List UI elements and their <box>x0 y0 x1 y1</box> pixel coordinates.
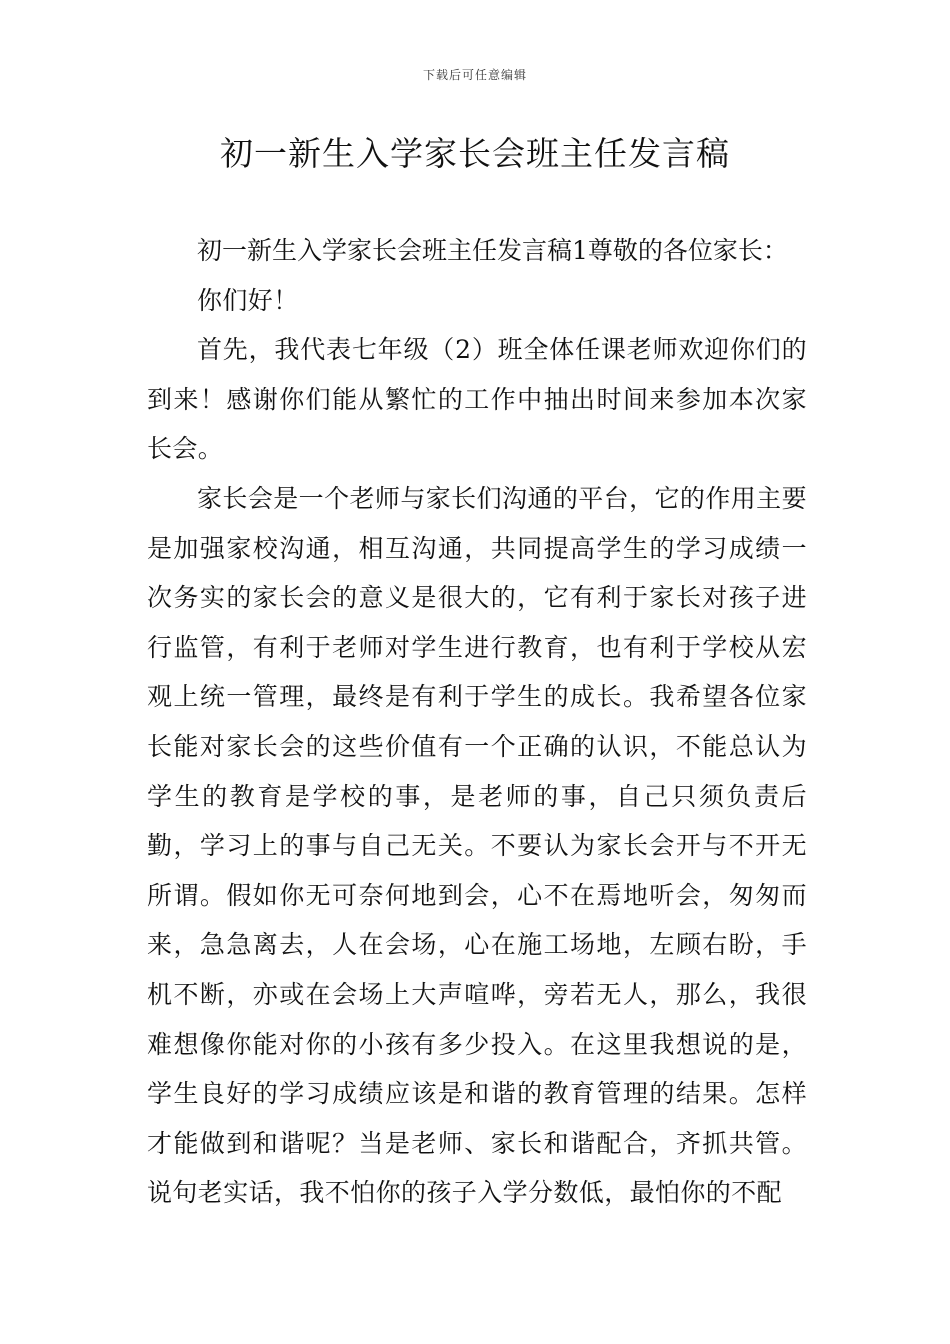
document-body <box>147 226 807 1218</box>
paragraph-welcome: 首先，我代表七年级（2）班全体任课老师欢迎你们的到来！感谢你们能从繁忙的工作中抽出时间来参加本次家长会。 <box>147 335 807 464</box>
document-title: 初一新生入学家长会班主任发言稿 <box>220 134 730 173</box>
paragraph-greeting: 初一新生入学家长会班主任发言稿1尊敬的各位家长： <box>197 236 788 265</box>
paragraph-hello: 你们好！ <box>197 285 299 315</box>
header-note: 下载后可任意编辑 <box>422 68 527 82</box>
paragraph-main: 家长会是一个老师与家长们沟通的平台，它的作用主要是加强家校沟通，相互沟通，共同提高学生的学习成绩一次务实的家长会的意义是很大的，它有利于家长对孩子进行监管，有利于老师对学生进行教育，也有利于学校从宏观上统一管理，最终是有利于学生的成长。我希望各位家长能对家长会的这些价值有一个正确的认识，不能总认为学生的教育是学校的事，是老师的事，自己只须负责后勤，学习上的事与自己无关。不要认为家长会开与不开无所谓。假如你无可奈何地到会，心不在焉地听会，匆匆而来，急急离去，人在会场，心在施工场地，左顾右盼，手机不断，亦或在会场上大声喧哗，旁若无人，那么，我很难想像你能对你的小孩有多少投入。在这里我想说的是，学生良好的学习成绩应该是和谐的教育管理的结果。怎样才能做到和谐呢？当是老师、家长和谐配合，齐抓共管。说句老实话，我不怕你的孩子入学分数低，最怕你的不配 <box>147 483 807 1208</box>
